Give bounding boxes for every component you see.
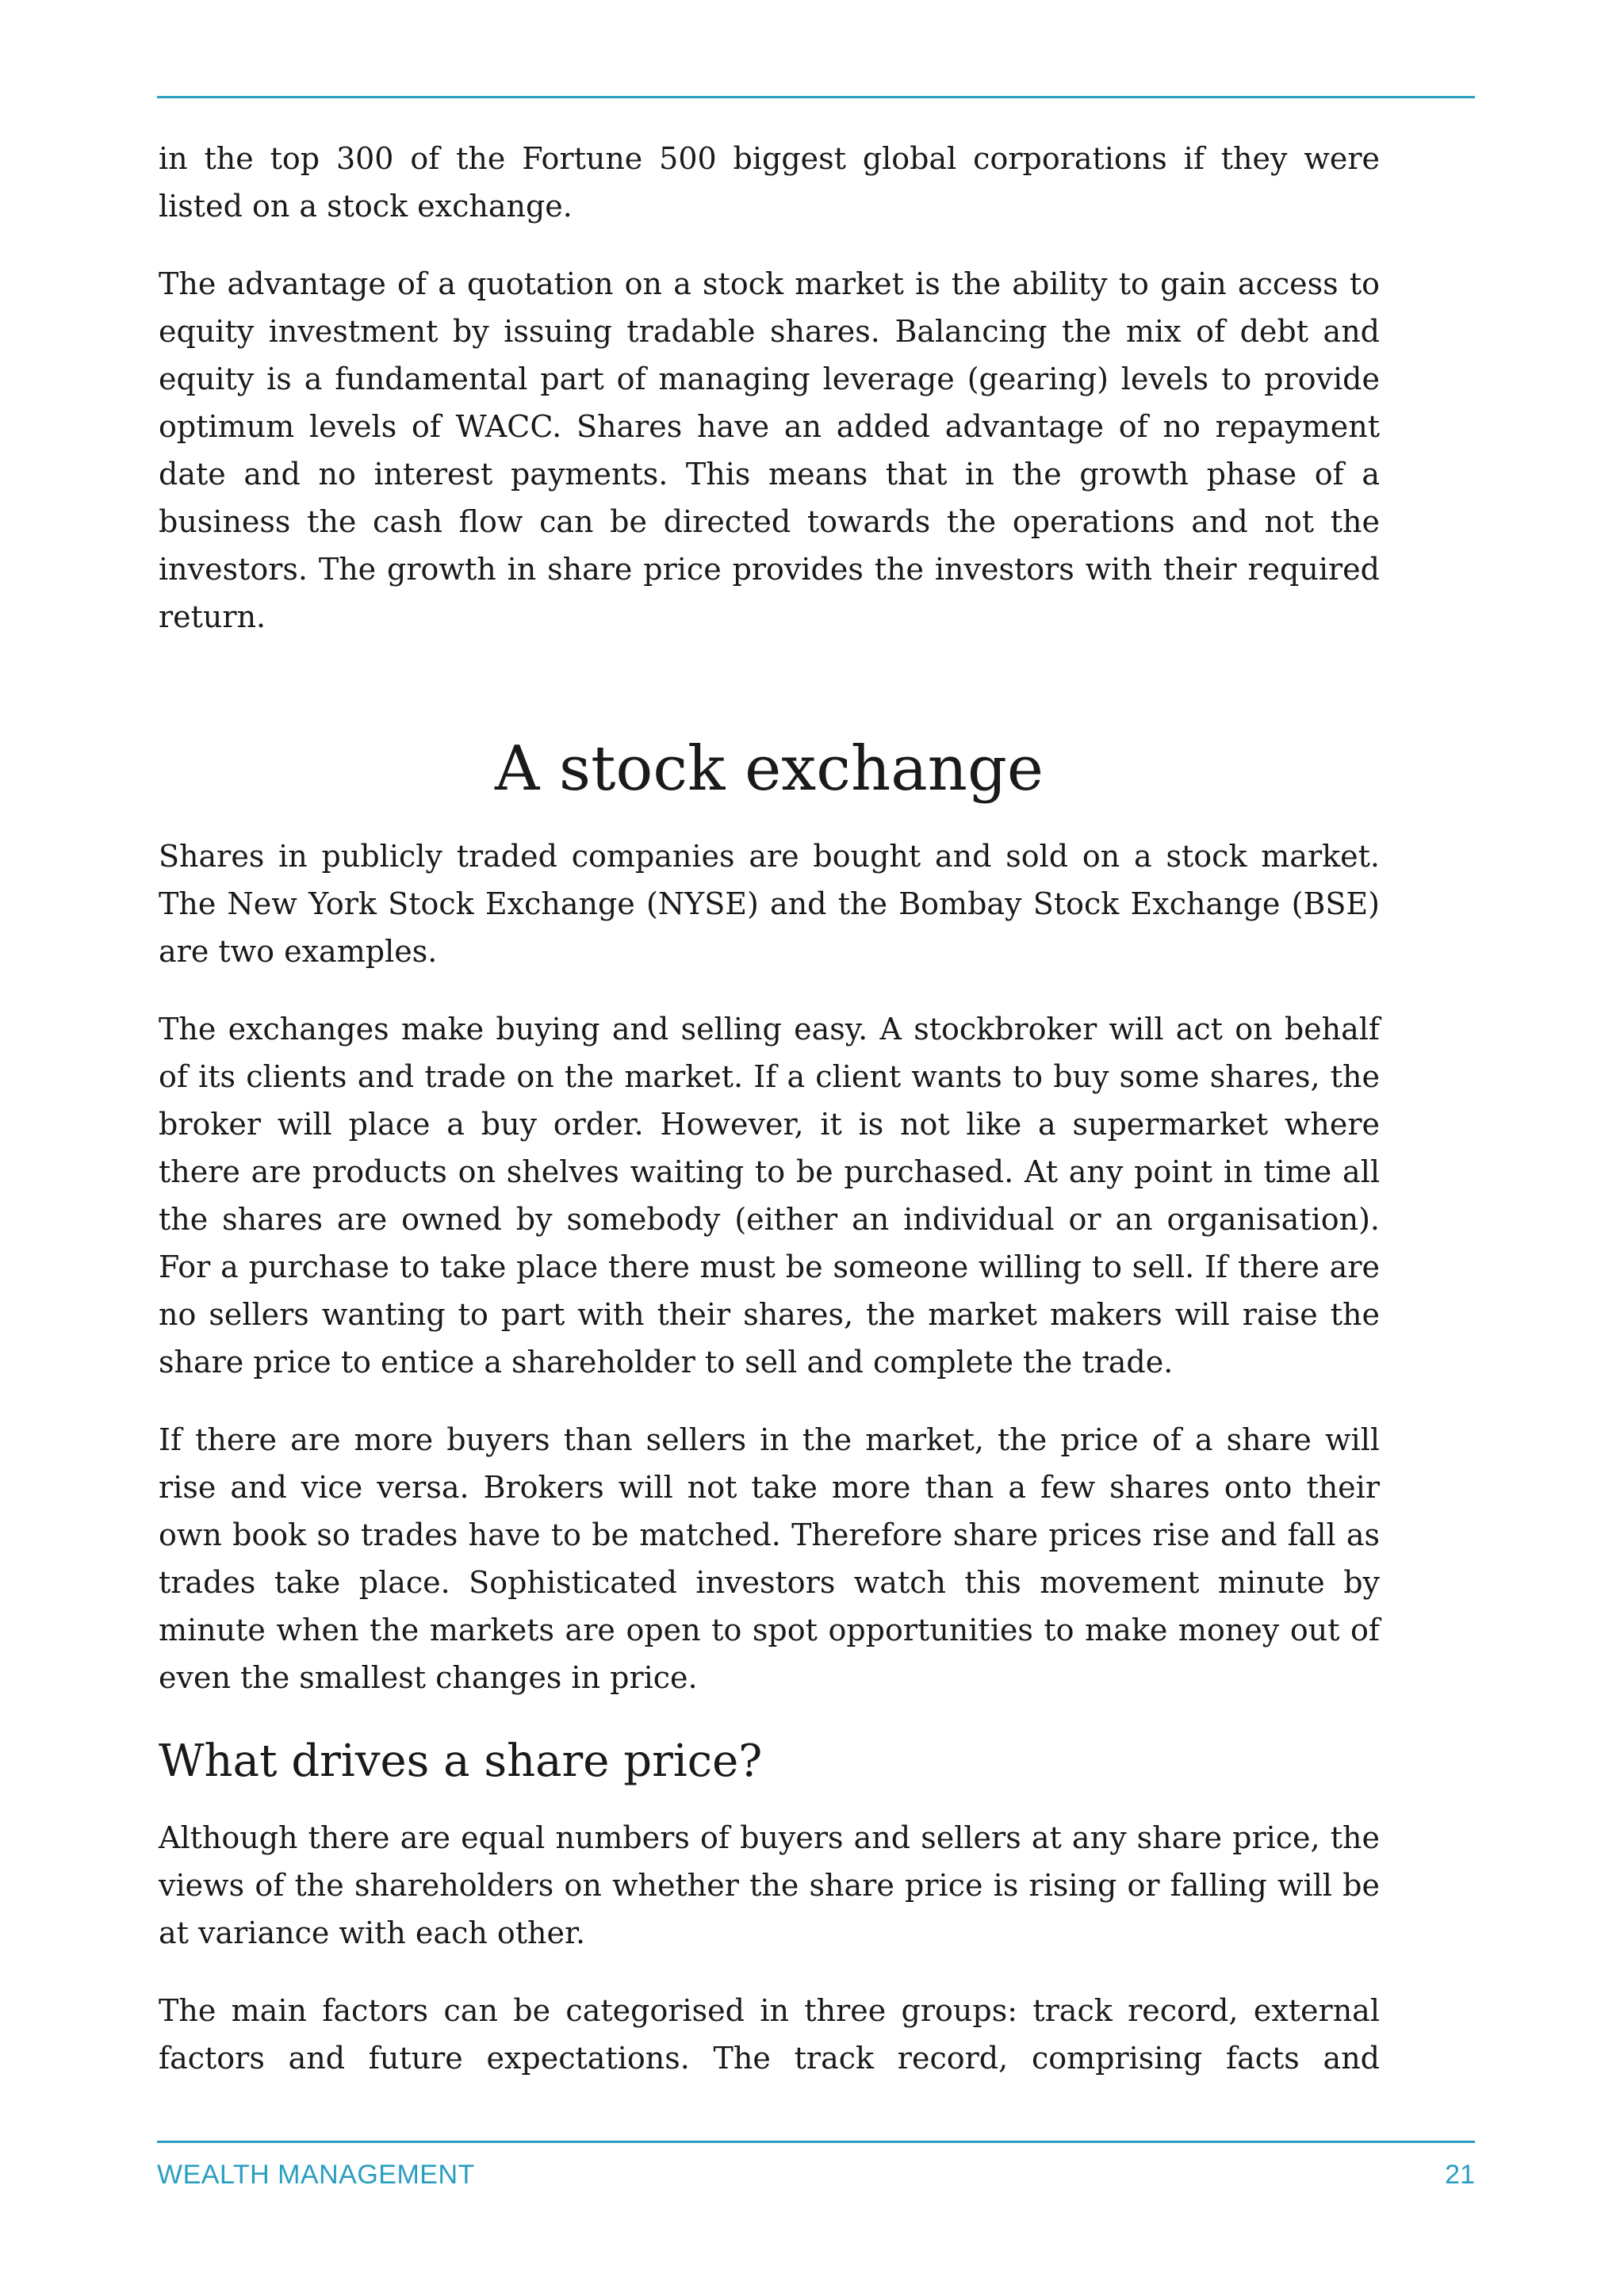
page-number: 21 [1445, 2160, 1475, 2190]
paragraph-sub-1: Although there are equal numbers of buyers and sellers at any share price, the views of the shareholders on whether the share price is rising or falling will be at variance with each other. [159, 1820, 1380, 1950]
section-heading: A stock exchange [494, 733, 1044, 805]
paragraph-sub-2: The main factors can be categorised in three groups: track record, external factors and future expectations. The track record, comprising facts and [159, 1993, 1380, 2076]
footer-rule [157, 2141, 1475, 2143]
subheading: What drives a share price? [159, 1735, 763, 1787]
paragraph-intro-2: The advantage of a quotation on a stock market is the ability to gain access to equity investment by issuing tradable shares. Balancing the mix of debt and equity is a fundamental part of managing leverage (gearing) levels to provide optimum levels of WACC. Shares have an added advantage of no repayment date and no interest payments. This means that in the growth phase of a business the cash flow can be directed towards the operations and not the investors. The growth in share price provides the investors with their required return. [159, 266, 1380, 634]
page-content [159, 135, 1380, 2112]
paragraph-section-1: Shares in publicly traded companies are bought and sold on a stock market. The New York Stock Exchange (NYSE) and the Bombay Stock Exchange (BSE) are two examples. [159, 839, 1380, 969]
paragraph-intro-1: in the top 300 of the Fortune 500 biggest global corporations if they were listed on a stock exchange. [159, 141, 1380, 224]
paragraph-section-2: The exchanges make buying and selling easy. A stockbroker will act on behalf of its clients and trade on the market. If a client wants to buy some shares, the broker will place a buy order. However, it is not like a supermarket where there are products on shelves waiting to be purchased. At any point in time all the shares are owned by somebody (either an individual or an organisation). For a purchase to take place there must be someone willing to sell. If there are no sellers wanting to part with their shares, the market makers will raise the share price to entice a shareholder to sell and complete the trade. [159, 1012, 1380, 1380]
footer-title: WEALTH MANAGEMENT [157, 2160, 475, 2190]
header-rule [157, 96, 1475, 98]
paragraph-section-3: If there are more buyers than sellers in the market, the price of a share will rise and vice versa. Brokers will not take more than a few shares onto their own book so trades have to be matched. Therefore share prices rise and fall as trades take place. Sophisticated investors watch this movement minute by minute when the markets are open to spot opportunities to make money out of even the smallest changes in price. [159, 1422, 1380, 1695]
